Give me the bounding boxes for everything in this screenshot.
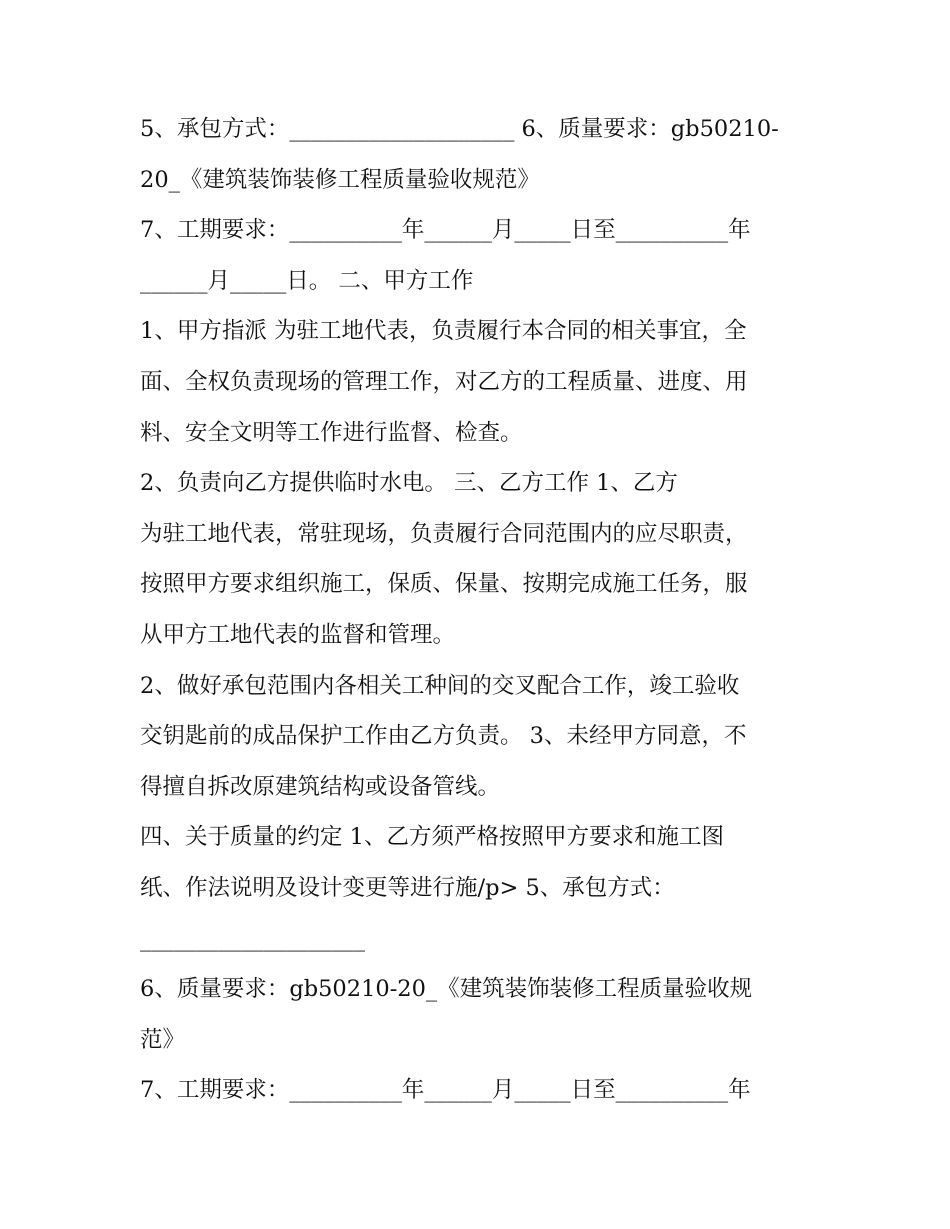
text-line: 料、安全文明等工作进行监督、检查。 <box>140 419 523 446</box>
text-line: 20_《建筑装饰装修工程质量验收规范》 <box>140 166 540 193</box>
text-line: 面、全权负责现场的管理工作，对乙方的工程质量、进度、用 <box>140 368 748 395</box>
text-line: 2、做好承包范围内各相关工种间的交叉配合工作，竣工验收 <box>140 672 740 699</box>
text-line: 按照甲方要求组织施工，保质、保量、按期完成施工任务，服 <box>140 571 748 598</box>
text-line: 1、甲方指派 为驻工地代表，负责履行本合同的相关事宜，全 <box>140 318 747 345</box>
text-line: 交钥匙前的成品保护工作由乙方负责。 3、未经甲方同意，不 <box>140 723 747 750</box>
text-line: 纸、作法说明及设计变更等进行施/p> 5、承包方式： <box>140 874 675 901</box>
text-line: ______月_____日。 二、甲方工作 <box>140 267 474 294</box>
text-line: 7、工期要求：__________年______月_____日至__________年 <box>140 1077 751 1104</box>
text-line: 5、承包方式：____________________ 6、质量要求：gb50210- <box>140 116 779 142</box>
text-line: 6、质量要求：gb50210-20_《建筑装饰装修工程质量验收规 <box>140 976 753 1003</box>
text-line: 为驻工地代表，常驻现场，负责履行合同范围内的应尽职责， <box>140 520 748 547</box>
text-line: 从甲方工地代表的监督和管理。 <box>140 621 456 648</box>
text-line: 范》 <box>140 1026 186 1053</box>
text-line: ____________________ <box>140 925 365 952</box>
text-line: 7、工期要求：__________年______月_____日至__________年 <box>140 217 751 244</box>
text-line: 2、负责向乙方提供临时水电。 三、乙方工作 1、乙方 <box>140 470 678 497</box>
text-line: 得擅自拆改原建筑结构或设备管线。 <box>140 773 501 800</box>
document-body <box>140 104 820 1116</box>
text-line: 四、关于质量的约定 1、乙方须严格按照甲方要求和施工图 <box>140 824 724 851</box>
